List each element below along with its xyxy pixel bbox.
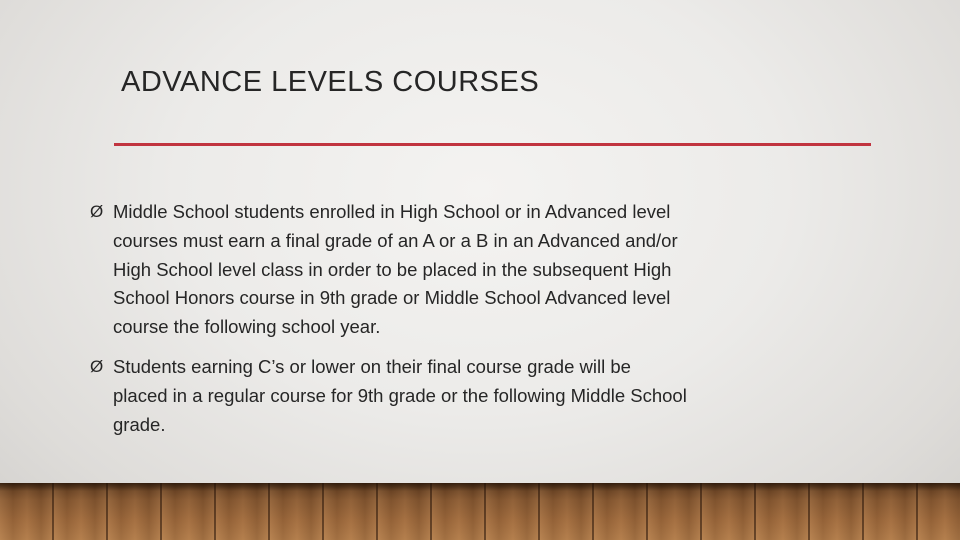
arrow-bullet-icon: Ø bbox=[90, 356, 104, 376]
bullet-text-line: Students earning C’s or lower on their final course grade will be bbox=[113, 355, 631, 377]
wood-floor-decoration bbox=[0, 483, 960, 540]
bullet-text-line: School Honors course in 9th grade or Middle School Advanced level bbox=[113, 287, 671, 309]
bullet-text-line: High School level class in order to be placed in the subsequent High bbox=[113, 258, 672, 280]
bullet-item bbox=[90, 198, 810, 342]
bullet-item bbox=[90, 353, 810, 439]
bullet-text-line: placed in a regular course for 9th grade or the following Middle School bbox=[113, 384, 687, 406]
floor-shadow bbox=[0, 483, 960, 491]
title-underline bbox=[114, 143, 871, 146]
bullet-text-line: grade. bbox=[113, 413, 166, 435]
bullet-text-line: courses must earn a final grade of an A or a B in an Advanced and/or bbox=[113, 229, 678, 251]
arrow-bullet-icon: Ø bbox=[90, 202, 104, 221]
bullet-text-line: Middle School students enrolled in High School or in Advanced level bbox=[113, 201, 671, 222]
bullet-text-line: course the following school year. bbox=[113, 316, 381, 338]
slide-title: ADVANCE LEVELS COURSES bbox=[121, 66, 540, 98]
slide-body bbox=[90, 198, 810, 450]
